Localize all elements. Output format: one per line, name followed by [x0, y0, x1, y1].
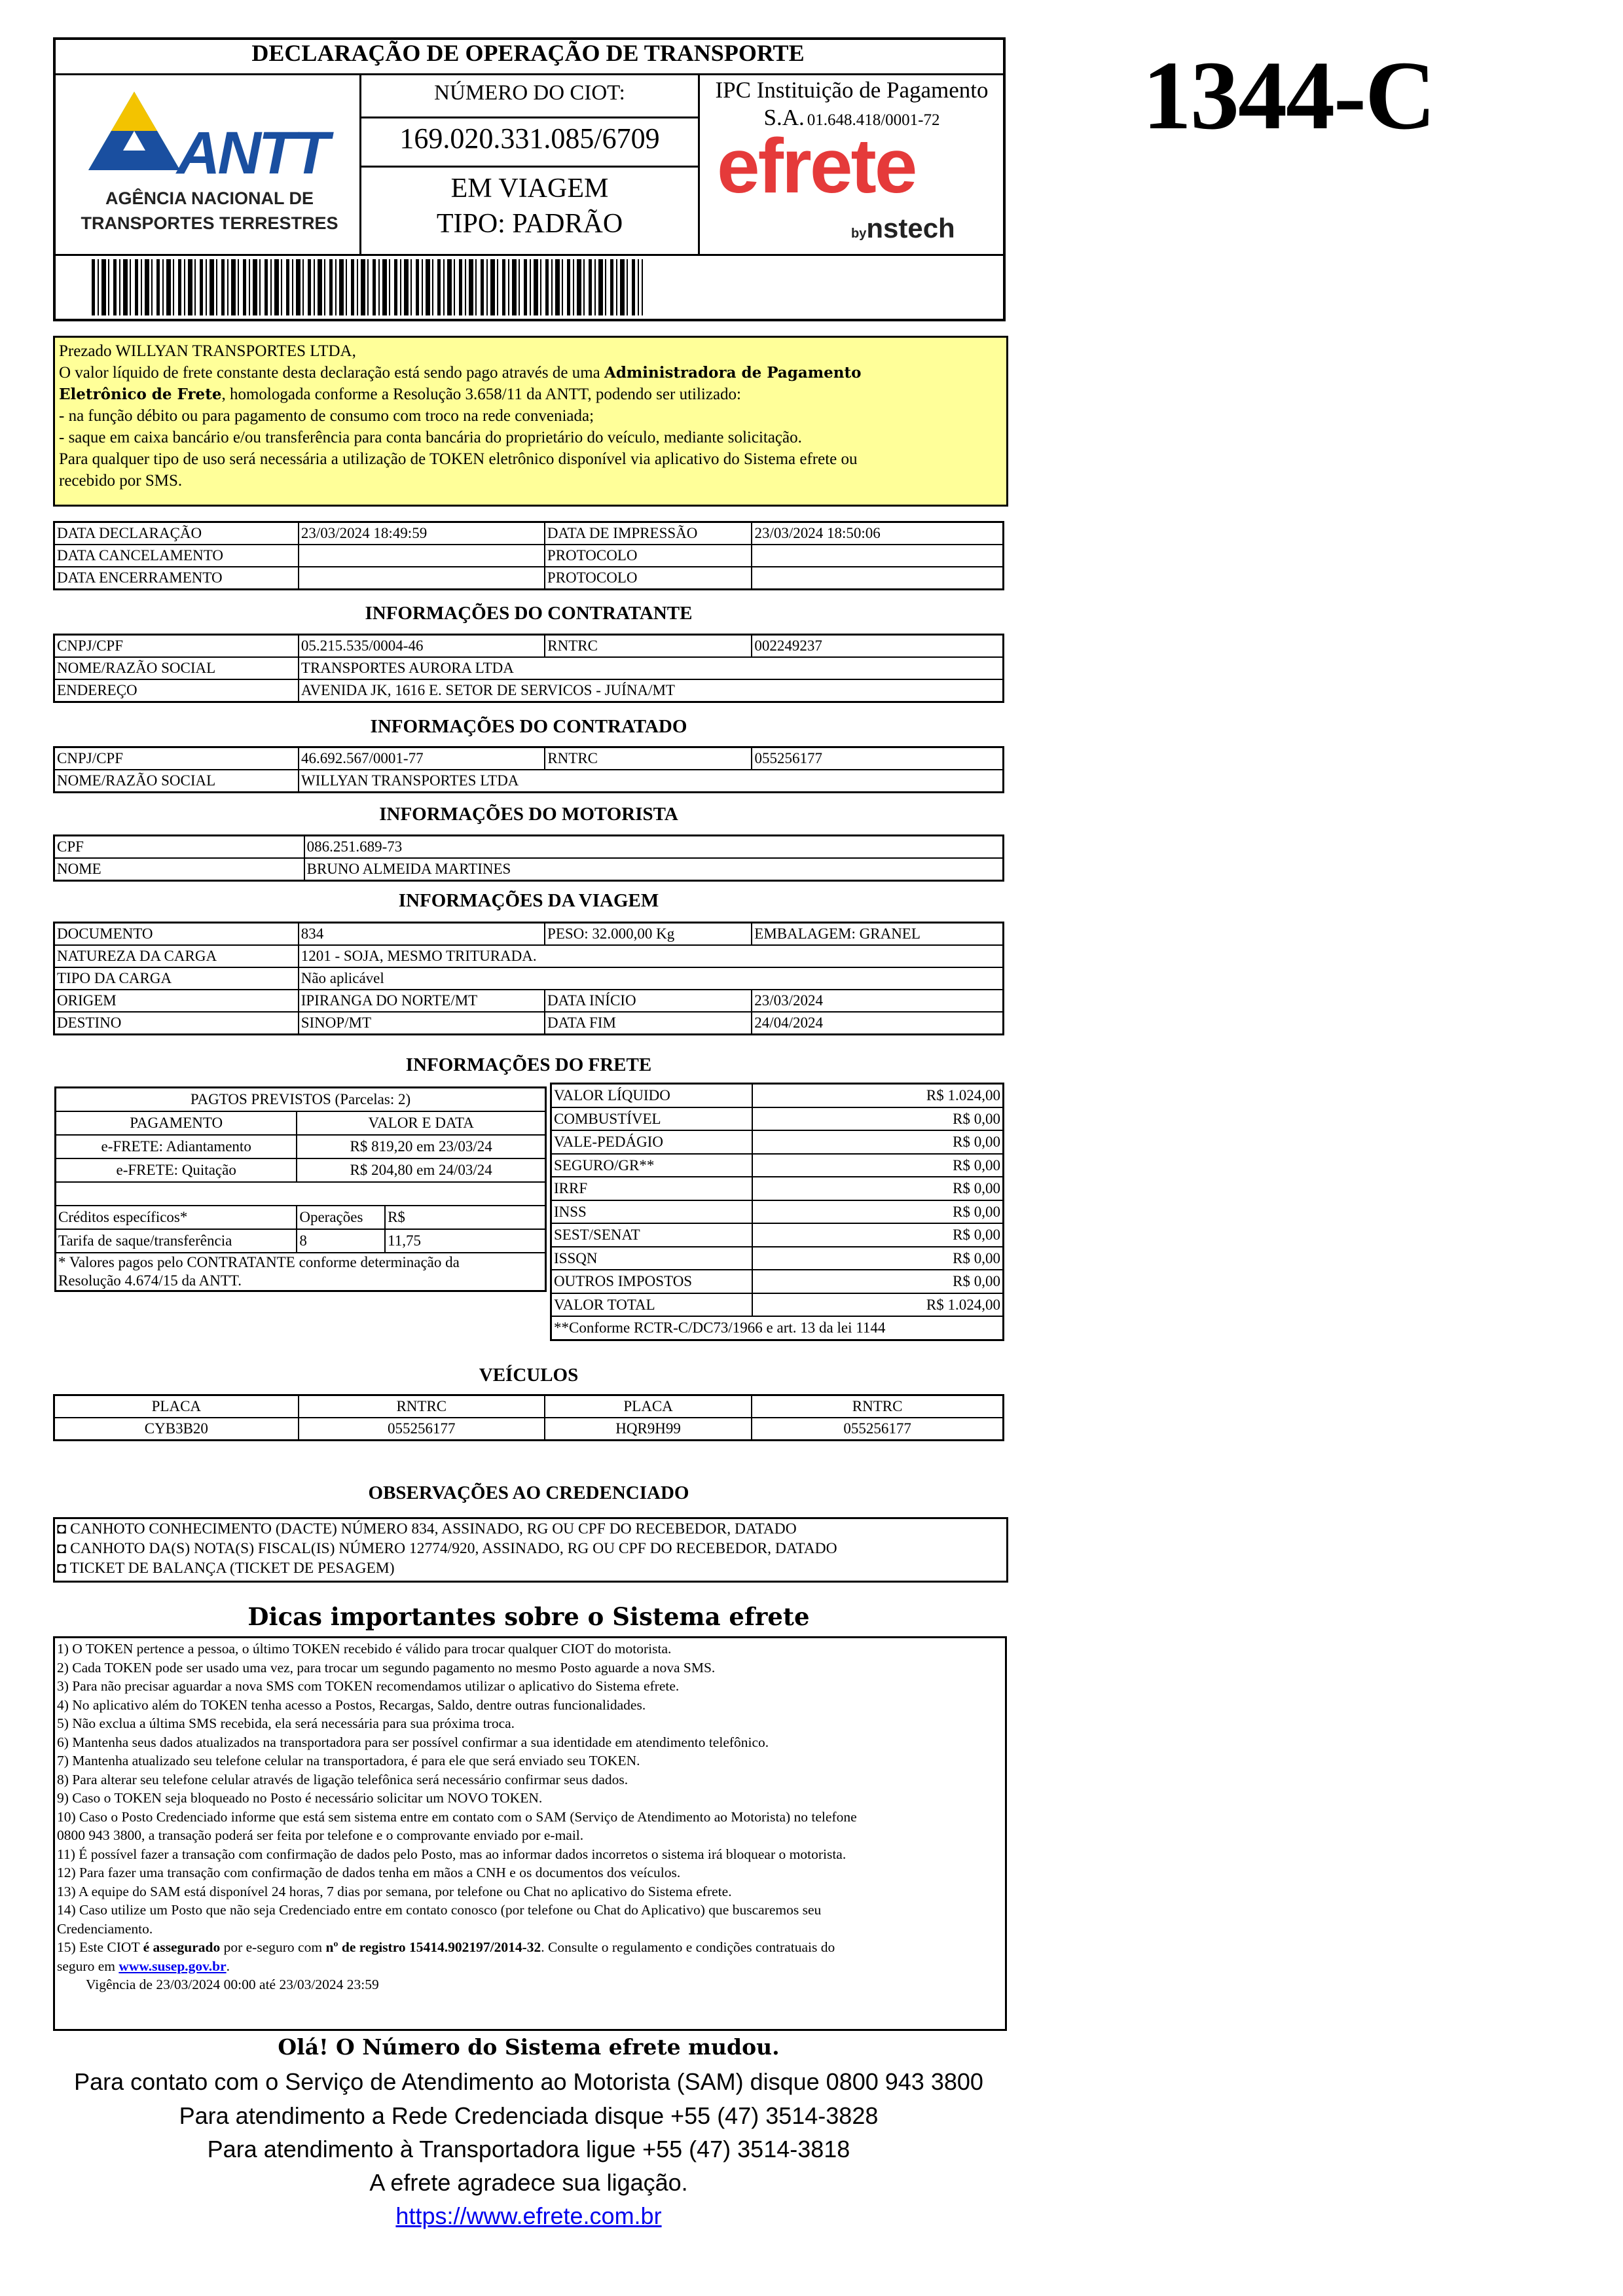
cell-label: PROTOCOLO: [545, 545, 752, 567]
table-row: [54, 836, 1004, 859]
table-row: [54, 1012, 1004, 1035]
cell-label: DATA INÍCIO: [545, 990, 752, 1012]
section-title-motorista: INFORMAÇÕES DO MOTORISTA: [379, 804, 678, 825]
ipc-name: IPC Instituição de Pagamento: [715, 77, 989, 103]
table-row: [54, 747, 1004, 770]
section-title-contratado: INFORMAÇÕES DO CONTRATADO: [370, 716, 687, 737]
contratante-table: [53, 634, 1004, 703]
table-row: [56, 1158, 546, 1182]
ipc-cnpj: 01.648.418/0001-72: [807, 111, 940, 129]
ciot-label: NÚMERO DO CIOT:: [434, 81, 625, 105]
col-header-placa: PLACA: [54, 1395, 299, 1418]
footer-headline: Olá! O Número do Sistema efrete mudou.: [278, 2034, 780, 2060]
notice-line: O valor líquido de frete constante desta declaração está sendo pago através de uma Administradora de Pagamento: [59, 364, 862, 382]
payments-title: PAGTOS PREVISTOS (Parcelas: 2): [56, 1088, 546, 1112]
summary-value: R$ 0,00: [752, 1177, 1004, 1200]
cell-value: 086.251.689-73: [304, 836, 1004, 859]
footer-line: A efrete agradece sua ligação.: [369, 2169, 688, 2196]
cell-value: SINOP/MT: [299, 1012, 545, 1035]
table-row: [56, 1088, 546, 1112]
summary-label: VALE-PEDÁGIO: [551, 1130, 752, 1154]
summary-row: [551, 1084, 1004, 1107]
dicas-line: 8) Para alterar seu telefone celular através de ligação telefônica será necessário confirmar seus dados.: [57, 1771, 629, 1787]
col-header-rntrc: RNTRC: [752, 1395, 1003, 1418]
section-title-contratante: INFORMAÇÕES DO CONTRATANTE: [365, 603, 693, 624]
table-row: [56, 1182, 546, 1206]
ipc-sa-text: S.A.: [763, 105, 805, 130]
summary-label: OUTROS IMPOSTOS: [551, 1270, 752, 1293]
dicas-line: 5) Não exclua a última SMS recebida, ela será necessária para sua próxima troca.: [57, 1715, 515, 1731]
dicas-line: seguro em www.susep.gov.br.: [57, 1958, 230, 1974]
nstech-logo: [851, 213, 955, 244]
cell-label: PROTOCOLO: [545, 567, 752, 590]
rs-label: R$: [385, 1206, 545, 1229]
dicas-line: 11) É possível fazer a transação com confirmação de dados pelo Posto, mas ao informar dados incorretos o sistema irá bloquear o motorista.: [57, 1846, 847, 1862]
motorista-table: [53, 834, 1004, 882]
summary-label: SEGURO/GR**: [551, 1154, 752, 1177]
dicas-line: 12) Para fazer uma transação com confirmação de dados tenha em mãos a CNH e os documentos dos veículos.: [57, 1865, 681, 1880]
section-title-observacoes: OBSERVAÇÕES AO CREDENCIADO: [368, 1482, 689, 1503]
summary-value: R$ 0,00: [752, 1223, 1004, 1247]
cell-value: [752, 567, 1003, 590]
table-row: [551, 1316, 1004, 1340]
efrete-logo: efrete: [717, 123, 916, 209]
dicas-line: 0800 943 3800, a transação poderá ser feita por telefone e o comprovante enviado por e-mail.: [57, 1827, 584, 1843]
cell-value: 834: [299, 923, 545, 946]
cell-label: CNPJ/CPF: [54, 635, 299, 658]
cell-value: IPIRANGA DO NORTE/MT: [299, 990, 545, 1012]
payments-note: * Valores pagos pelo CONTRATANTE conforme determinação da Resolução 4.674/15 da ANTT.: [56, 1253, 546, 1291]
summary-label: COMBUSTÍVEL: [551, 1107, 752, 1131]
table-row: [54, 1395, 1004, 1418]
cell-label: DATA DECLARAÇÃO: [54, 522, 299, 545]
summary-label: VALOR LÍQUIDO: [551, 1084, 752, 1107]
nstech-by: by: [851, 226, 867, 241]
table-row: [54, 990, 1004, 1012]
table-row: [56, 1111, 546, 1135]
cell-label: DATA FIM: [545, 1012, 752, 1035]
summary-label: SEST/SENAT: [551, 1223, 752, 1247]
observation-item: ◘ CANHOTO CONHECIMENTO (DACTE) NÚMERO 834, ASSINADO, RG OU CPF DO RECEBEDOR, DATADO: [57, 1520, 797, 1537]
footer-line: Para atendimento à Transportadora ligue +55 (47) 3514-3818: [207, 2136, 850, 2162]
cell-label: DATA DE IMPRESSÃO: [545, 522, 752, 545]
footer-link-wrap: [53, 2202, 1004, 2230]
payment-notice: [53, 336, 1008, 507]
vehicle-placa: CYB3B20: [54, 1418, 299, 1441]
col-header-rntrc: RNTRC: [299, 1395, 545, 1418]
divider: [53, 73, 1006, 75]
summary-row: [551, 1154, 1004, 1177]
cell-value: PESO: 32.000,00 Kg: [545, 923, 752, 946]
summary-row: [551, 1130, 1004, 1154]
table-row: [54, 770, 1004, 793]
cell-label: DOCUMENTO: [54, 923, 299, 946]
status-label: EM VIAGEM: [450, 173, 609, 204]
cell-label: DATA CANCELAMENTO: [54, 545, 299, 567]
table-row: [54, 657, 1004, 679]
table-row: [54, 545, 1004, 567]
dicas-line: 10) Caso o Posto Credenciado informe que está sem sistema entre em contato com o SAM (Serviço de Atendimento ao Motorista) no telefone: [57, 1808, 857, 1825]
observation-item: ◘ CANHOTO DA(S) NOTA(S) FISCAL(IS) NÚMERO 12774/920, ASSINADO, RG OU CPF DO RECEBEDOR, DATADO: [57, 1540, 837, 1557]
table-row: [54, 522, 1004, 545]
cell-value: [299, 545, 545, 567]
vehicle-placa: HQR9H99: [545, 1418, 752, 1441]
col-header-pagamento: PAGAMENTO: [56, 1111, 297, 1135]
observations-box: [53, 1517, 1008, 1583]
summary-row: [551, 1293, 1004, 1317]
table-row: [54, 967, 1004, 990]
summary-value: R$ 0,00: [752, 1270, 1004, 1293]
summary-row: [551, 1200, 1004, 1224]
cell-value: 23/03/2024: [752, 990, 1003, 1012]
table-row: [56, 1253, 546, 1291]
notice-line: recebido por SMS.: [59, 472, 183, 490]
cell-label: ENDEREÇO: [54, 679, 299, 702]
summary-label: INSS: [551, 1200, 752, 1224]
divider: [359, 117, 699, 118]
dicas-line: 9) Caso o TOKEN seja bloqueado no Posto é necessário solicitar um NOVO TOKEN.: [57, 1790, 543, 1806]
cell-label: TIPO DA CARGA: [54, 967, 299, 990]
vehicle-rntrc: 055256177: [752, 1418, 1003, 1441]
cell-label: DESTINO: [54, 1012, 299, 1035]
table-row: [54, 1418, 1004, 1441]
summary-label: IRRF: [551, 1177, 752, 1200]
dicas-lines: [57, 1640, 1003, 1938]
cell-label: NATUREZA DA CARGA: [54, 945, 299, 967]
contratado-table: [53, 746, 1004, 793]
cell-value: Não aplicável: [299, 967, 1004, 990]
dicas-title: Dicas importantes sobre o Sistema efrete: [247, 1602, 810, 1631]
footer-line: Para contato com o Serviço de Atendimento ao Motorista (SAM) disque 0800 943 3800: [74, 2068, 983, 2095]
notice-bold: Eletrônico de Frete: [59, 386, 222, 403]
notice-line: Para qualquer tipo de uso será necessária a utilização de TOKEN eletrônico disponível via aplicativo do Sistema efrete ou: [59, 450, 858, 468]
barcode: [92, 259, 643, 315]
dicas-line: 6) Mantenha seus dados atualizados na transportadora para ser possível confirmar a sua identidade em atendimento telefônico.: [57, 1734, 769, 1750]
table-row: [54, 567, 1004, 590]
dicas-line: 1) O TOKEN pertence a pessoa, o último TOKEN recebido é válido para trocar qualquer CIOT do motorista.: [57, 1641, 672, 1657]
cell-value: 002249237: [752, 635, 1003, 658]
cell-label: DATA ENCERRAMENTO: [54, 567, 299, 590]
summary-value: R$ 0,00: [752, 1107, 1004, 1131]
nstech-name: nstech: [866, 213, 955, 243]
dicas-line: Credenciamento.: [57, 1920, 153, 1937]
tarifa-ops: 8: [297, 1229, 385, 1253]
summary-row: [551, 1107, 1004, 1131]
notice-line: Prezado WILLYAN TRANSPORTES LTDA,: [59, 342, 356, 360]
cell-value: WILLYAN TRANSPORTES LTDA: [299, 770, 1003, 793]
cell-value: 1201 - SOJA, MESMO TRITURADA.: [299, 945, 1004, 967]
document-code: 1344-C: [1142, 41, 1435, 150]
cell-label: ORIGEM: [54, 990, 299, 1012]
dicas-line: 2) Cada TOKEN pode ser usado uma vez, para trocar um segundo pagamento no mesmo Posto aguarde a nova SMS.: [57, 1659, 716, 1676]
efrete-website-link[interactable]: https://www.efrete.com.br: [395, 2202, 662, 2229]
operacoes-label: Operações: [297, 1206, 385, 1229]
section-title-viagem: INFORMAÇÕES DA VIAGEM: [398, 890, 659, 911]
spacer-row: [56, 1182, 546, 1206]
table-row: [54, 679, 1004, 702]
cell-label: RNTRC: [545, 747, 752, 770]
table-row: [56, 1229, 546, 1253]
cell-value: 055256177: [752, 747, 1003, 770]
cell-value: [752, 545, 1003, 567]
section-title-frete: INFORMAÇÕES DO FRETE: [405, 1054, 652, 1075]
cell-value: TRANSPORTES AURORA LTDA: [299, 657, 1004, 679]
dicas-box: [53, 1636, 1007, 2031]
viagem-table: [53, 922, 1004, 1035]
vigencia: Vigência de 23/03/2024 00:00 até 23/03/2024 23:59: [86, 1977, 379, 1992]
summary-row: [551, 1177, 1004, 1200]
table-row: [54, 945, 1004, 967]
cell-value: 24/04/2024: [752, 1012, 1003, 1035]
cell-value: BRUNO ALMEIDA MARTINES: [304, 858, 1004, 881]
payment-name: e-FRETE: Quitação: [56, 1158, 297, 1182]
summary-value: R$ 1.024,00: [752, 1084, 1004, 1107]
cell-label: CPF: [54, 836, 304, 859]
table-row: [54, 858, 1004, 881]
cell-value: 23/03/2024 18:49:59: [299, 522, 545, 545]
summary-label: ISSQN: [551, 1247, 752, 1270]
col-header-valor: VALOR E DATA: [297, 1111, 545, 1135]
freight-summary-table: [550, 1083, 1004, 1341]
summary-label: VALOR TOTAL: [551, 1293, 752, 1317]
payment-value: R$ 819,20 em 23/03/24: [297, 1135, 545, 1158]
cell-value: 46.692.567/0001-77: [299, 747, 545, 770]
tarifa-label: Tarifa de saque/transferência: [56, 1229, 297, 1253]
observation-item: ◘ TICKET DE BALANÇA (TICKET DE PESAGEM): [57, 1560, 395, 1577]
vehicles-table: [53, 1394, 1004, 1441]
notice-line: Eletrônico de Frete, homologada conforme a Resolução 3.658/11 da ANTT, podendo ser utilizado:: [59, 386, 742, 403]
dicas-line: 7) Mantenha atualizado seu telefone celular na transportadora, é para ele que será enviado seu TOKEN.: [57, 1753, 640, 1768]
table-row: [54, 923, 1004, 946]
summary-value: R$ 1.024,00: [752, 1293, 1004, 1317]
antt-name-line2: TRANSPORTES TERRESTRES: [81, 213, 338, 233]
summary-row: [551, 1247, 1004, 1270]
cell-value: AVENIDA JK, 1616 E. SETOR DE SERVICOS - JUÍNA/MT: [299, 679, 1004, 702]
antt-wordmark: ANTT: [177, 120, 327, 187]
dicas-line: 14) Caso utilize um Posto que não seja Credenciado entre em contato conosco (por telefone ou Chat do Aplicativo) que buscaremos seu: [57, 1902, 822, 1918]
dates-table: [53, 521, 1004, 590]
ciot-number: 169.020.331.085/6709: [399, 122, 660, 154]
cell-label: NOME/RAZÃO SOCIAL: [54, 657, 299, 679]
antt-name-line1: AGÊNCIA NACIONAL DE: [105, 188, 314, 208]
cell-value: EMBALAGEM: GRANEL: [752, 923, 1003, 946]
summary-value: R$ 0,00: [752, 1247, 1004, 1270]
summary-value: R$ 0,00: [752, 1200, 1004, 1224]
cell-value: 05.215.535/0004-46: [299, 635, 545, 658]
creditos-label: Créditos específicos*: [56, 1206, 297, 1229]
cell-label: NOME/RAZÃO SOCIAL: [54, 770, 299, 793]
cell-label: CNPJ/CPF: [54, 747, 299, 770]
type-label: TIPO: PADRÃO: [436, 209, 623, 239]
tarifa-valor: 11,75: [385, 1229, 545, 1253]
summary-row: [551, 1270, 1004, 1293]
cell-value: 23/03/2024 18:50:06: [752, 522, 1003, 545]
summary-note: **Conforme RCTR-C/DC73/1966 e art. 13 da lei 1144: [551, 1316, 1004, 1340]
summary-value: R$ 0,00: [752, 1130, 1004, 1154]
susep-link[interactable]: www.susep.gov.br: [119, 1958, 227, 1974]
summary-row: [551, 1223, 1004, 1247]
divider: [359, 166, 699, 168]
payment-name: e-FRETE: Adiantamento: [56, 1135, 297, 1158]
table-row: [56, 1206, 546, 1229]
dicas-line: 3) Para não precisar aguardar a nova SMS com TOKEN recomendamos utilizar o aplicativo do Sistema efrete.: [57, 1678, 680, 1694]
payment-value: R$ 204,80 em 24/03/24: [297, 1158, 545, 1182]
vehicle-rntrc: 055256177: [299, 1418, 545, 1441]
antt-logo: [72, 85, 347, 242]
dicas-line: 15) Este CIOT é assegurado por e-seguro com nº de registro 15414.902197/2014-32. Consulte o regulamento e condições contratuais do: [57, 1939, 835, 1955]
cell-label: NOME: [54, 858, 304, 881]
footer-line: Para atendimento a Rede Credenciada disque +55 (47) 3514-3828: [179, 2102, 879, 2129]
dicas-line: 4) No aplicativo além do TOKEN tenha acesso a Postos, Recargas, Saldo, dentre outras funcionalidades.: [57, 1696, 646, 1713]
table-row: [56, 1135, 546, 1158]
summary-value: R$ 0,00: [752, 1154, 1004, 1177]
divider: [53, 254, 1006, 256]
notice-bold: Administradora de Pagamento: [604, 364, 862, 382]
cell-label: RNTRC: [545, 635, 752, 658]
dicas-line: 13) A equipe do SAM está disponível 24 horas, 7 dias por semana, por telefone ou Chat no aplicativo do Sistema efrete.: [57, 1883, 732, 1899]
notice-line: - na função débito ou para pagamento de consumo com troco na rede conveniada;: [59, 407, 594, 425]
notice-line: - saque em caixa bancário e/ou transferência para conta bancária do proprietário do veículo, mediante solicitação.: [59, 429, 802, 446]
section-title-veiculos: VEÍCULOS: [479, 1365, 579, 1386]
table-row: [54, 635, 1004, 658]
payments-table: [54, 1086, 547, 1292]
col-header-placa: PLACA: [545, 1395, 752, 1418]
document-title: DECLARAÇÃO DE OPERAÇÃO DE TRANSPORTE: [251, 40, 805, 66]
cell-value: [299, 567, 545, 590]
